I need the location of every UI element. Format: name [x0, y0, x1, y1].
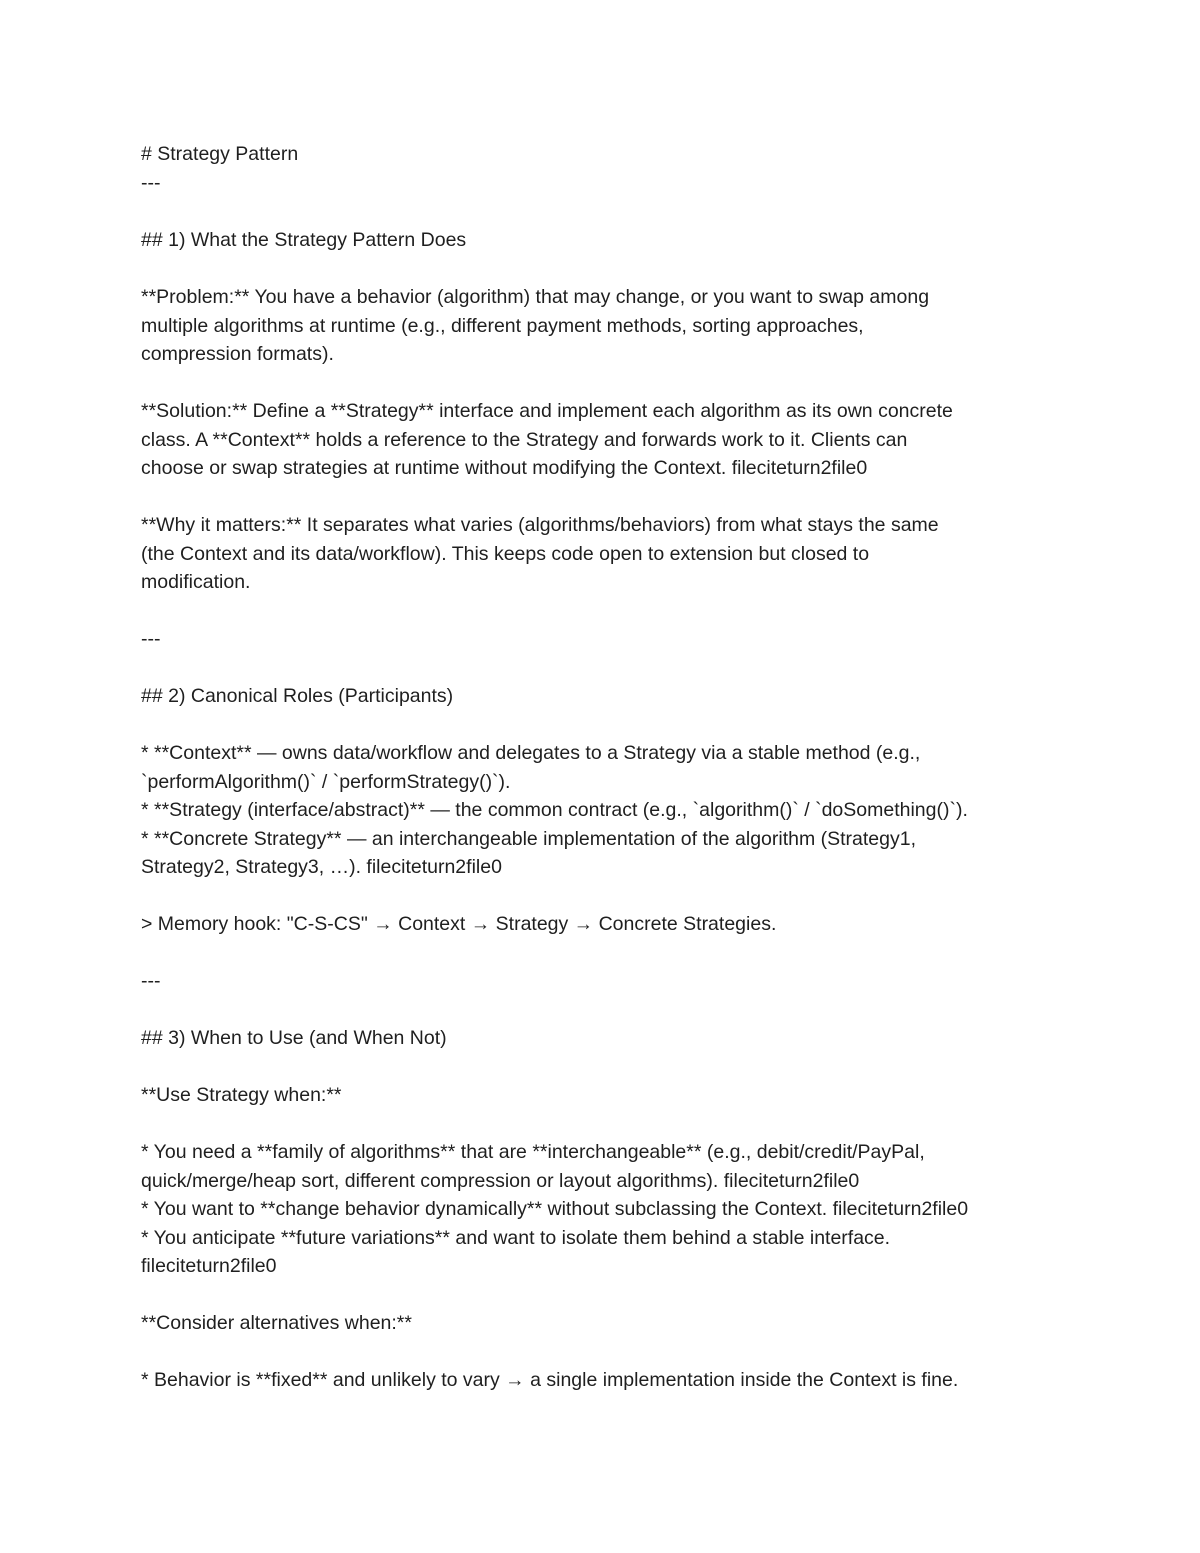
- why-line-1: **Why it matters:** It separates what varies (algorithms/behaviors) from what stays the same: [141, 514, 939, 536]
- memory-hook: > Memory hook: "C-S-CS" → Context → Strategy → Concrete Strategies.: [141, 913, 777, 935]
- use-line-2: quick/merge/heap sort, different compression or layout algorithms). filecite​turn2file0: [141, 1170, 860, 1192]
- use-strategy-heading: **Use Strategy when:**: [141, 1084, 342, 1106]
- solution-line-1: **Solution:** Define a **Strategy** interface and implement each algorithm as its own concrete: [141, 400, 953, 422]
- section-3-heading: ## 3) When to Use (and When Not): [141, 1027, 447, 1049]
- divider-text: ---: [141, 970, 161, 992]
- why-line-3: modification.: [141, 571, 251, 593]
- alternatives-line-1: * Behavior is **fixed** and unlikely to vary → a single implementation inside the Context is fine.: [141, 1369, 959, 1391]
- use-line-4: * You anticipate **future variations** and want to isolate them behind a stable interface.: [141, 1227, 891, 1249]
- alternatives-heading: **Consider alternatives when:**: [141, 1312, 412, 1334]
- problem-line-3: compression formats).: [141, 343, 334, 365]
- section-2-heading: ## 2) Canonical Roles (Participants): [141, 685, 454, 707]
- roles-line-5: Strategy2, Strategy3, …). filecite​turn2file0: [141, 856, 502, 878]
- divider-text: ---: [141, 172, 161, 194]
- roles-line-3: * **Strategy (interface/abstract)** — the common contract (e.g., `algorithm()` / `doSomething()`).: [141, 799, 968, 821]
- use-line-1: * You need a **family of algorithms** that are **interchangeable** (e.g., debit/credit/PayPal,: [141, 1141, 925, 1163]
- divider-text: ---: [141, 628, 161, 650]
- problem-line-2: multiple algorithms at runtime (e.g., different payment methods, sorting approaches,: [141, 315, 864, 337]
- roles-line-4: * **Concrete Strategy** — an interchangeable implementation of the algorithm (Strategy1,: [141, 828, 917, 850]
- problem-line-1: **Problem:** You have a behavior (algorithm) that may change, or you want to swap among: [141, 286, 930, 308]
- solution-line-3: choose or swap strategies at runtime without modifying the Context. filecite​turn2file0: [141, 457, 868, 479]
- roles-line-2: `performAlgorithm()` / `performStrategy()`).: [141, 771, 511, 793]
- doc-title: # Strategy Pattern: [141, 143, 299, 165]
- why-line-2: (the Context and its data/workflow). This keeps code open to extension but closed to: [141, 543, 870, 565]
- roles-line-1: * **Context** — owns data/workflow and delegates to a Strategy via a stable method (e.g.,: [141, 742, 921, 764]
- use-line-5: filecite​turn2file0: [141, 1255, 277, 1277]
- use-line-3: * You want to **change behavior dynamically** without subclassing the Context. filecite​turn2file0: [141, 1198, 969, 1220]
- solution-line-2: class. A **Context** holds a reference to the Strategy and forwards work to it. Clients can: [141, 429, 908, 451]
- section-1-heading: ## 1) What the Strategy Pattern Does: [141, 229, 467, 251]
